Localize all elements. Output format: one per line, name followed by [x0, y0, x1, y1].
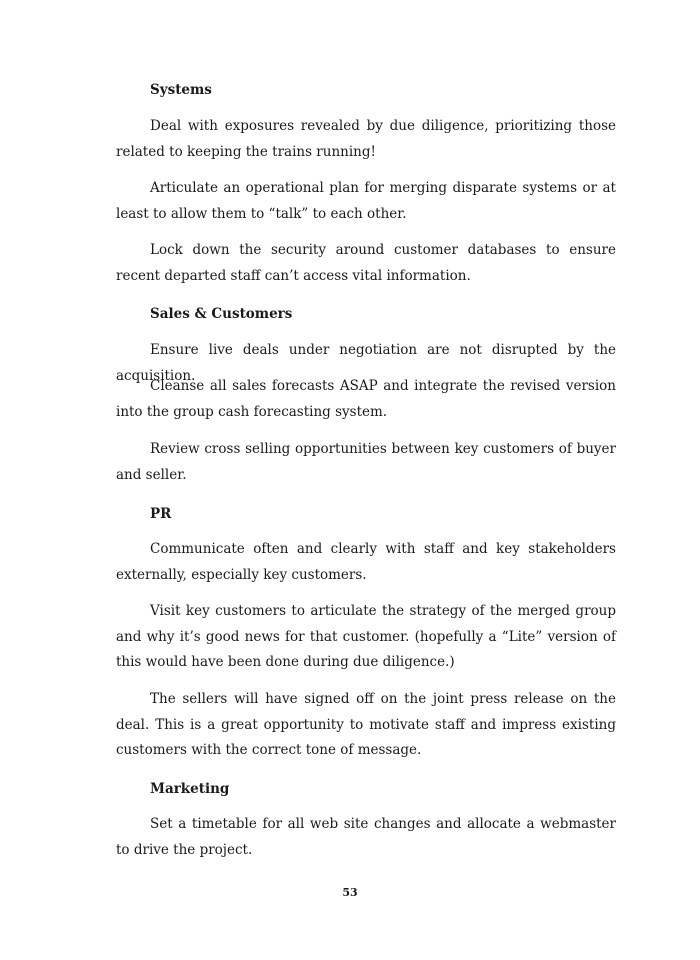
- paragraph: Articulate an operational plan for merging disparate systems or at least to allow them to “talk” to each other.: [116, 180, 616, 222]
- paragraph: Visit key customers to articulate the strategy of the merged group and why it’s good news for that customer. (hopefully a “Lite” version of this would have been done during due diligence.): [116, 603, 616, 670]
- paragraph: Deal with exposures revealed by due diligence, prioritizing those related to keeping the trains running!: [116, 118, 616, 160]
- paragraph: The sellers will have signed off on the joint press release on the deal. This is a great opportunity to motivate staff and impress existing customers with the correct tone of message.: [116, 691, 616, 758]
- section-heading-pr: PR: [150, 506, 172, 522]
- section-heading-marketing: Marketing: [150, 781, 230, 797]
- paragraph: Communicate often and clearly with staff and key stakeholders externally, especially key customers.: [116, 541, 616, 583]
- page-number: 53: [342, 886, 358, 899]
- paragraph: Lock down the security around customer databases to ensure recent departed staff can’t access vital information.: [116, 242, 616, 284]
- paragraph: Review cross selling opportunities between key customers of buyer and seller.: [116, 441, 616, 483]
- document-page: [116, 0, 616, 960]
- paragraph: Cleanse all sales forecasts ASAP and integrate the revised version into the group cash forecasting system.: [116, 378, 616, 420]
- section-heading-systems: Systems: [150, 82, 212, 98]
- paragraph: Ensure live deals under negotiation are not disrupted by the acquisition.: [116, 342, 616, 384]
- section-heading-sales-customers: Sales & Customers: [150, 306, 293, 322]
- paragraph: Set a timetable for all web site changes and allocate a webmaster to drive the project.: [116, 816, 616, 858]
